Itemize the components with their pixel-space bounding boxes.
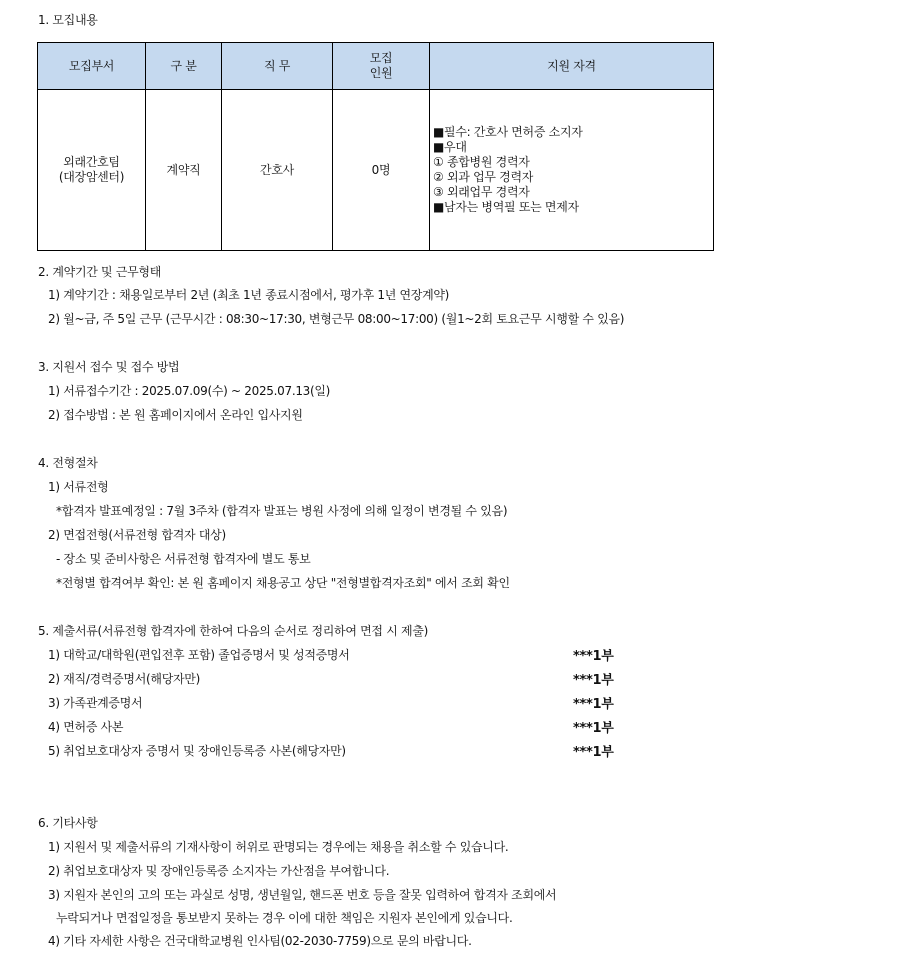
cell-category: 계약직 bbox=[146, 90, 222, 251]
document-item-copies: ***1부 bbox=[573, 721, 614, 736]
contract-item-1: 1) 계약기간 : 채용일로부터 2년 (최초 1년 종료시점에서, 평가후 1년 연장계약) bbox=[48, 288, 450, 302]
header-category: 구 분 bbox=[146, 43, 222, 90]
document-item-copies: ***1부 bbox=[573, 673, 614, 688]
process-item-1: 1) 서류전형 bbox=[48, 480, 109, 494]
document-item-copies: ***1부 bbox=[573, 697, 614, 712]
application-item-1: 1) 서류접수기간 : 2025.07.09(수) ~ 2025.07.13(일) bbox=[48, 384, 331, 398]
table-header-row bbox=[38, 43, 714, 90]
header-count bbox=[333, 43, 430, 90]
application-item-2: 2) 접수방법 : 본 원 홈페이지에서 온라인 입사지원 bbox=[48, 408, 303, 422]
qualification-line: ■우대 bbox=[433, 140, 467, 154]
qualification-line: ③ 외래업무 경력자 bbox=[433, 185, 530, 199]
qualification-line: ■필수: 간호사 면허증 소지자 bbox=[433, 125, 583, 139]
cell-count: 0명 bbox=[333, 90, 430, 251]
section-6-title: 6. 기타사항 bbox=[38, 816, 98, 830]
recruitment-table bbox=[37, 42, 714, 251]
document-item-label: 5) 취업보호대상자 증명서 및 장애인등록증 사본(해당자만) bbox=[48, 744, 346, 758]
document-item-label: 1) 대학교/대학원(편입전후 포함) 졸업증명서 및 성적증명서 bbox=[48, 648, 350, 662]
note-item-2: 2) 취업보호대상자 및 장애인등록증 소지자는 가산점을 부여합니다. bbox=[48, 864, 390, 878]
note-item-3-line-2: 누락되거나 면접일정을 통보받지 못하는 경우 이에 대한 책임은 지원자 본인에게 있습니다. bbox=[56, 911, 513, 925]
cell-qualification bbox=[430, 90, 714, 251]
section-2-title: 2. 계약기간 및 근무형태 bbox=[38, 265, 162, 279]
note-item-1: 1) 지원서 및 제출서류의 기재사항이 허위로 판명되는 경우에는 채용을 취소할 수 있습니다. bbox=[48, 840, 509, 854]
section-4-title: 4. 전형절차 bbox=[38, 456, 98, 470]
header-dept: 모집부서 bbox=[38, 43, 146, 90]
process-item-1-note: *합격자 발표예정일 : 7월 3주차 (합격자 발표는 병원 사정에 의해 일정이 변경될 수 있음) bbox=[56, 504, 508, 518]
document-item-label: 2) 재직/경력증명서(해당자만) bbox=[48, 672, 200, 686]
document-item-copies: ***1부 bbox=[573, 745, 614, 760]
document-item-label: 4) 면허증 사본 bbox=[48, 720, 124, 734]
process-item-2: 2) 면접전형(서류전형 합격자 대상) bbox=[48, 528, 226, 542]
process-item-2-note-1: - 장소 및 준비사항은 서류전형 합격자에 별도 통보 bbox=[56, 552, 311, 566]
section-5-title: 5. 제출서류(서류전형 합격자에 한하여 다음의 순서로 정리하여 면접 시 제출) bbox=[38, 624, 429, 638]
note-item-3-line-1: 3) 지원자 본인의 고의 또는 과실로 성명, 생년월일, 핸드폰 번호 등을 잘못 입력하여 합격자 조회에서 bbox=[48, 888, 557, 902]
cell-dept bbox=[38, 90, 146, 251]
qualification-line: ① 종합병원 경력자 bbox=[433, 155, 530, 169]
cell-dept-line1: 외래간호팀 bbox=[63, 155, 120, 169]
header-count-line2: 인원 bbox=[369, 66, 393, 80]
cell-dept-line2: (대장암센터) bbox=[58, 170, 125, 184]
section-3-title: 3. 지원서 접수 및 접수 방법 bbox=[38, 360, 180, 374]
qualification-line: ■남자는 병역필 또는 면제자 bbox=[433, 200, 579, 214]
table-row bbox=[38, 90, 714, 251]
document-item-label: 3) 가족관계증명서 bbox=[48, 696, 143, 710]
section-1-title: 1. 모집내용 bbox=[38, 13, 98, 27]
header-qualification: 지원 자격 bbox=[430, 43, 714, 90]
header-job: 직 무 bbox=[222, 43, 333, 90]
contract-item-2: 2) 월~금, 주 5일 근무 (근무시간 : 08:30~17:30, 변형근무 08:00~17:00) (월1~2회 토요근무 시행할 수 있음) bbox=[48, 312, 625, 326]
process-item-2-note-2: *전형별 합격여부 확인: 본 원 홈페이지 채용공고 상단 "전형별합격자조회" 에서 조회 확인 bbox=[56, 576, 510, 590]
document-item-copies: ***1부 bbox=[573, 649, 614, 664]
note-item-4: 4) 기타 자세한 사항은 건국대학교병원 인사팀(02-2030-7759)으로 문의 바랍니다. bbox=[48, 934, 472, 948]
cell-job: 간호사 bbox=[222, 90, 333, 251]
qualification-line: ② 외과 업무 경력자 bbox=[433, 170, 534, 184]
header-count-line1: 모집 bbox=[369, 51, 393, 65]
